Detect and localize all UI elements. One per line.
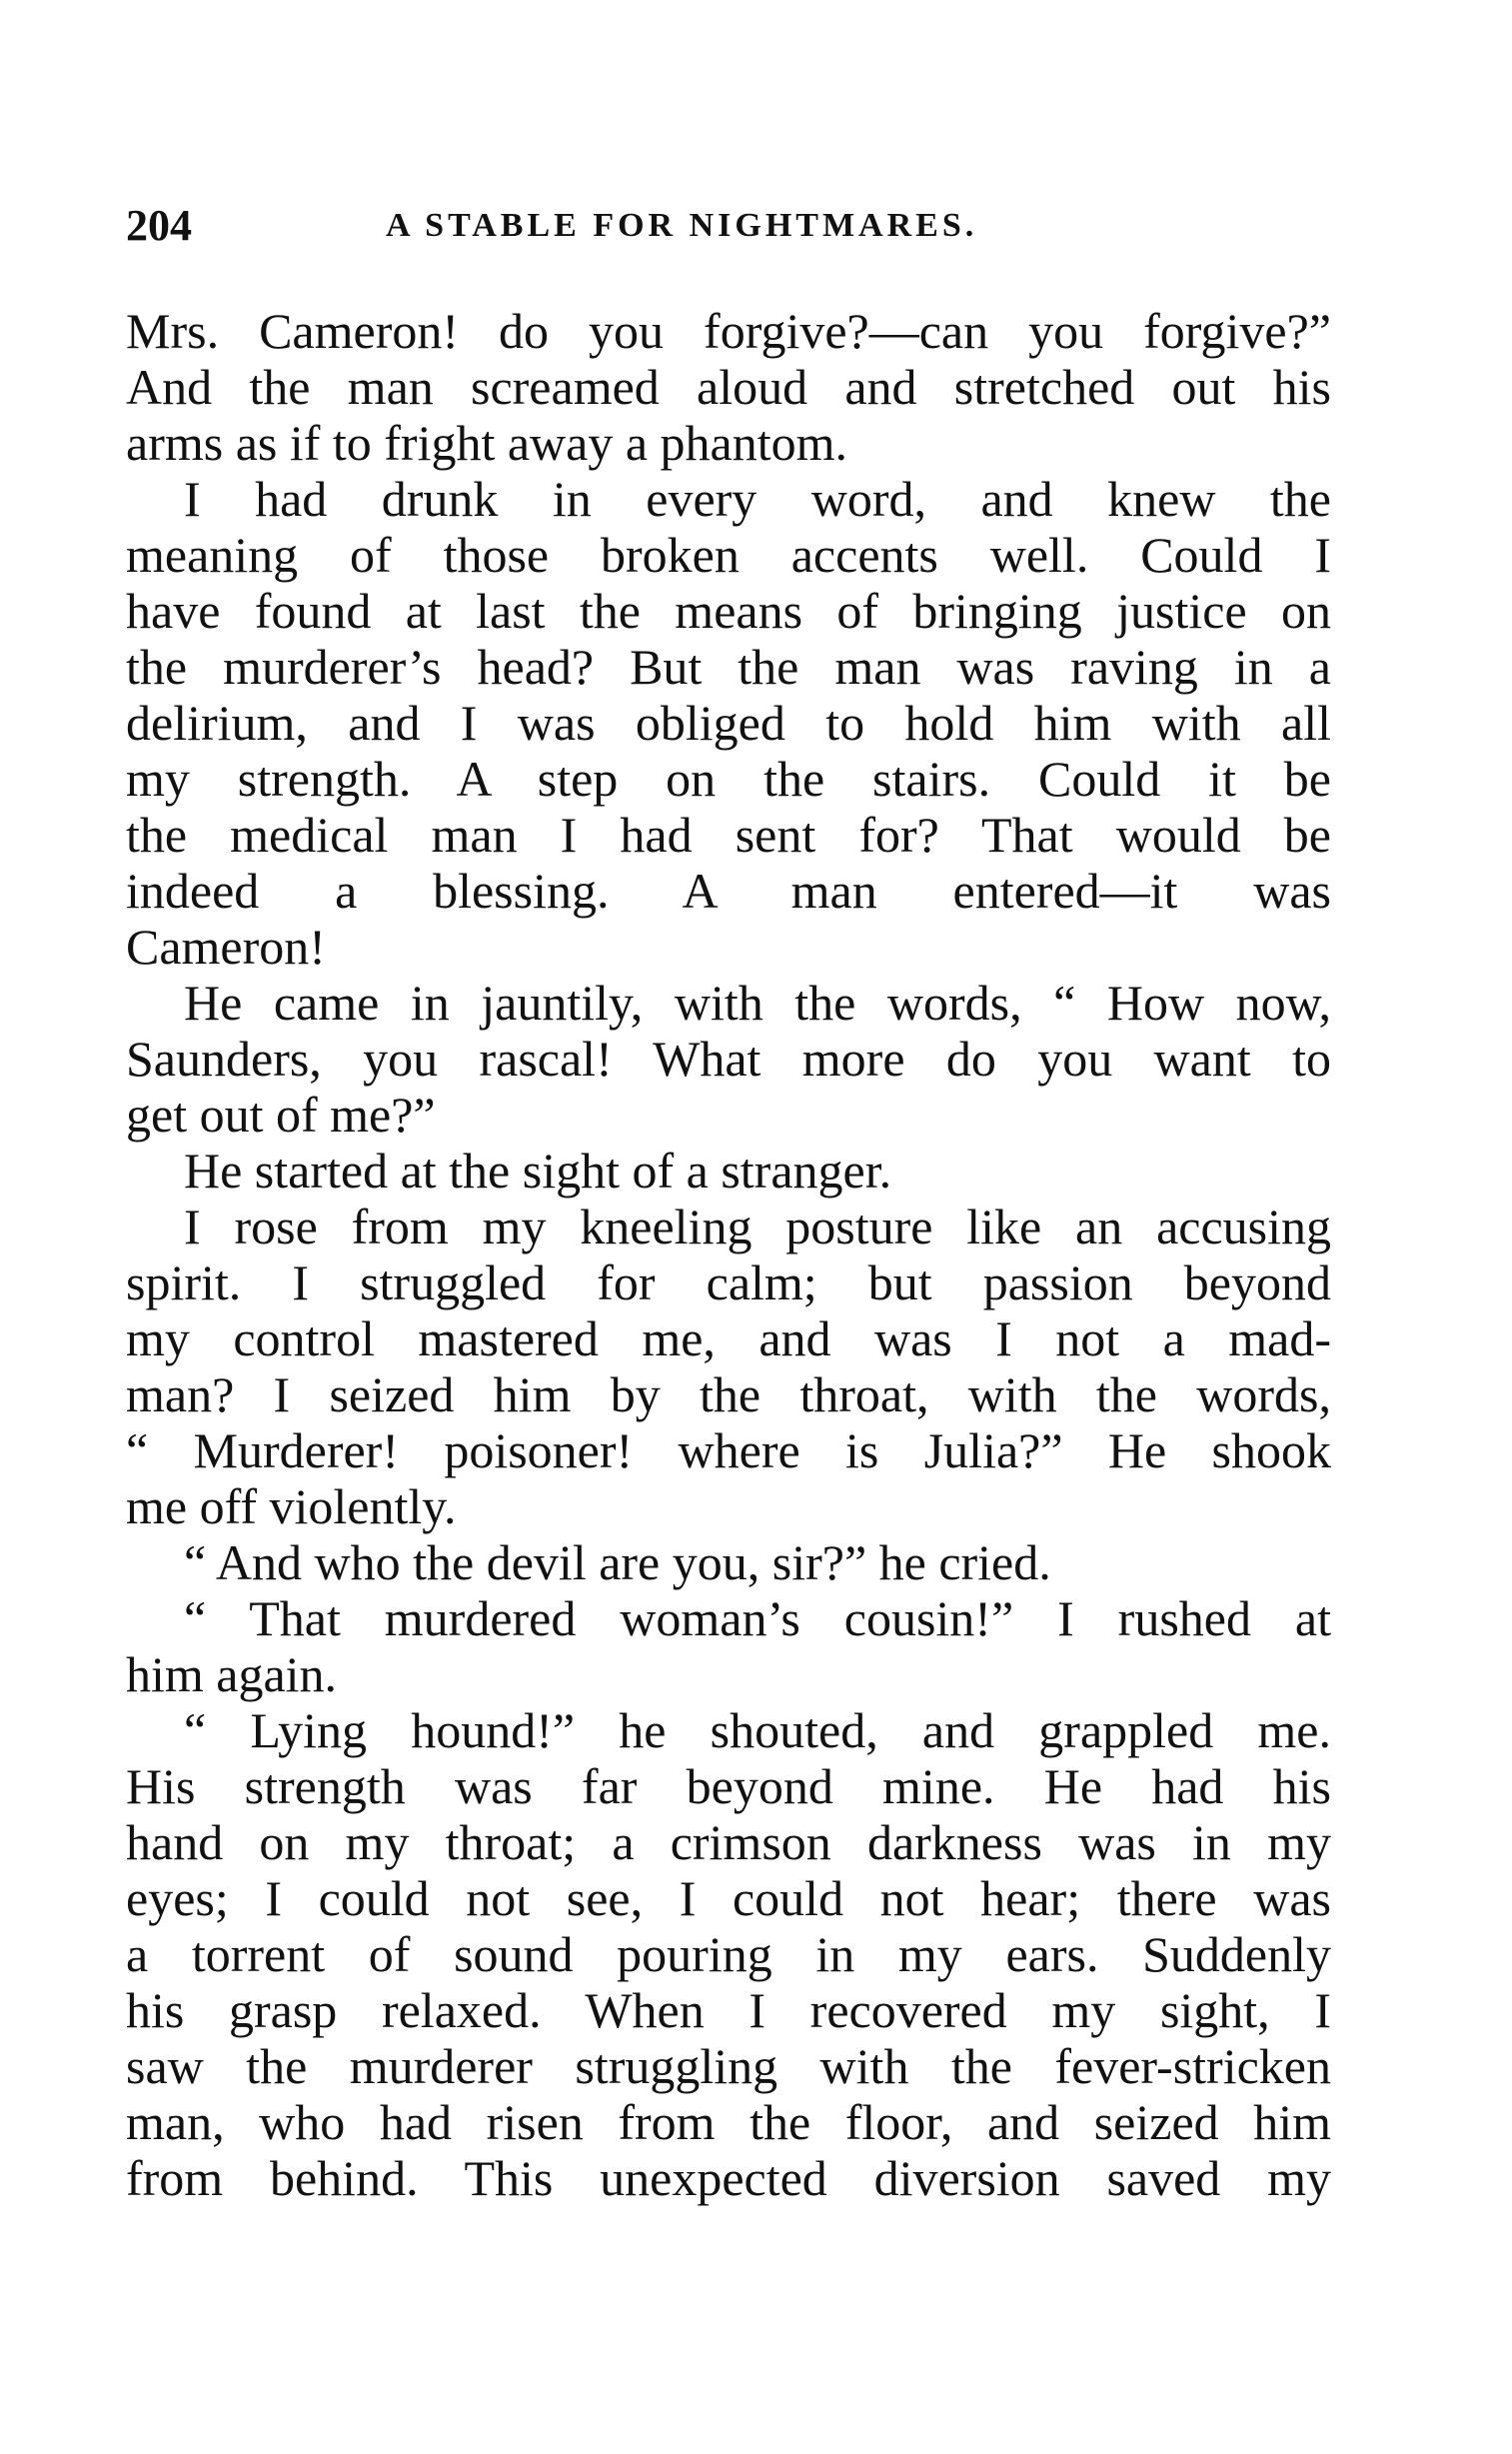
text-line: He came in jauntily, with the words, “ How now, bbox=[184, 975, 1331, 1031]
text-line: He started at the sight of a stranger. bbox=[184, 1143, 892, 1199]
paragraph bbox=[126, 303, 1331, 471]
text-line: man, who had risen from the floor, and seized him bbox=[126, 2094, 1331, 2150]
text-line: have found at last the means of bringing justice on bbox=[126, 583, 1331, 639]
text-line: the medical man I had sent for? That would be bbox=[126, 807, 1331, 863]
text-line: spirit. I struggled for calm; but passion beyond bbox=[126, 1254, 1331, 1310]
paragraph bbox=[126, 1534, 1331, 1590]
text-line: from behind. This unexpected diversion saved my bbox=[126, 2150, 1331, 2206]
text-line: delirium, and I was obliged to hold him with all bbox=[126, 695, 1331, 751]
text-line: the murderer’s head? But the man was raving in a bbox=[126, 639, 1331, 695]
text-line: hand on my throat; a crimson darkness was in my bbox=[126, 1814, 1331, 1870]
page-number: 204 bbox=[126, 201, 192, 250]
text-line: him again. bbox=[126, 1646, 338, 1702]
text-line: “ That murdered woman’s cousin!” I rushed at bbox=[184, 1590, 1331, 1646]
text-line: I rose from my kneeling posture like an accusing bbox=[184, 1199, 1331, 1254]
paragraph bbox=[126, 1143, 1331, 1199]
text-line: Cameron! bbox=[126, 919, 326, 975]
text-line: “ Lying hound!” he shouted, and grappled me. bbox=[184, 1702, 1331, 1758]
paragraph bbox=[126, 471, 1331, 975]
text-line: indeed a blessing. A man entered—it was bbox=[126, 863, 1331, 919]
paragraph bbox=[126, 975, 1331, 1143]
text-line: me off violently. bbox=[126, 1478, 457, 1534]
text-line: eyes; I could not see, I could not hear; there was bbox=[126, 1870, 1331, 1926]
paragraph bbox=[126, 1702, 1331, 2206]
paragraph bbox=[126, 1199, 1331, 1534]
text-line: I had drunk in every word, and knew the bbox=[184, 471, 1331, 527]
text-line: meaning of those broken accents well. Could I bbox=[126, 527, 1331, 583]
paragraph bbox=[126, 1590, 1331, 1702]
text-line: my control mastered me, and was I not a mad- bbox=[126, 1310, 1331, 1366]
text-line: And the man screamed aloud and stretched out his bbox=[126, 359, 1331, 415]
text-line: “ And who the devil are you, sir?” he cried. bbox=[184, 1534, 1051, 1590]
text-line: my strength. A step on the stairs. Could it be bbox=[126, 751, 1331, 807]
text-line: His strength was far beyond mine. He had his bbox=[126, 1758, 1331, 1814]
running-title: A STABLE FOR NIGHTMARES. bbox=[386, 207, 978, 244]
text-line: get out of me?” bbox=[126, 1087, 436, 1143]
running-header bbox=[126, 198, 1331, 254]
page-body-text bbox=[126, 303, 1331, 2206]
text-line: a torrent of sound pouring in my ears. Suddenly bbox=[126, 1926, 1331, 1982]
text-line: his grasp relaxed. When I recovered my sight, I bbox=[126, 1982, 1331, 2038]
text-line: arms as if to fright away a phantom. bbox=[126, 415, 848, 471]
text-line: Mrs. Cameron! do you forgive?—can you forgive?” bbox=[126, 303, 1331, 359]
text-line: “ Murderer! poisoner! where is Julia?” He shook bbox=[126, 1422, 1331, 1478]
text-line: man? I seized him by the throat, with the words, bbox=[126, 1366, 1331, 1422]
text-line: Saunders, you rascal! What more do you want to bbox=[126, 1031, 1331, 1087]
text-line: saw the murderer struggling with the fever-stricken bbox=[126, 2038, 1331, 2094]
